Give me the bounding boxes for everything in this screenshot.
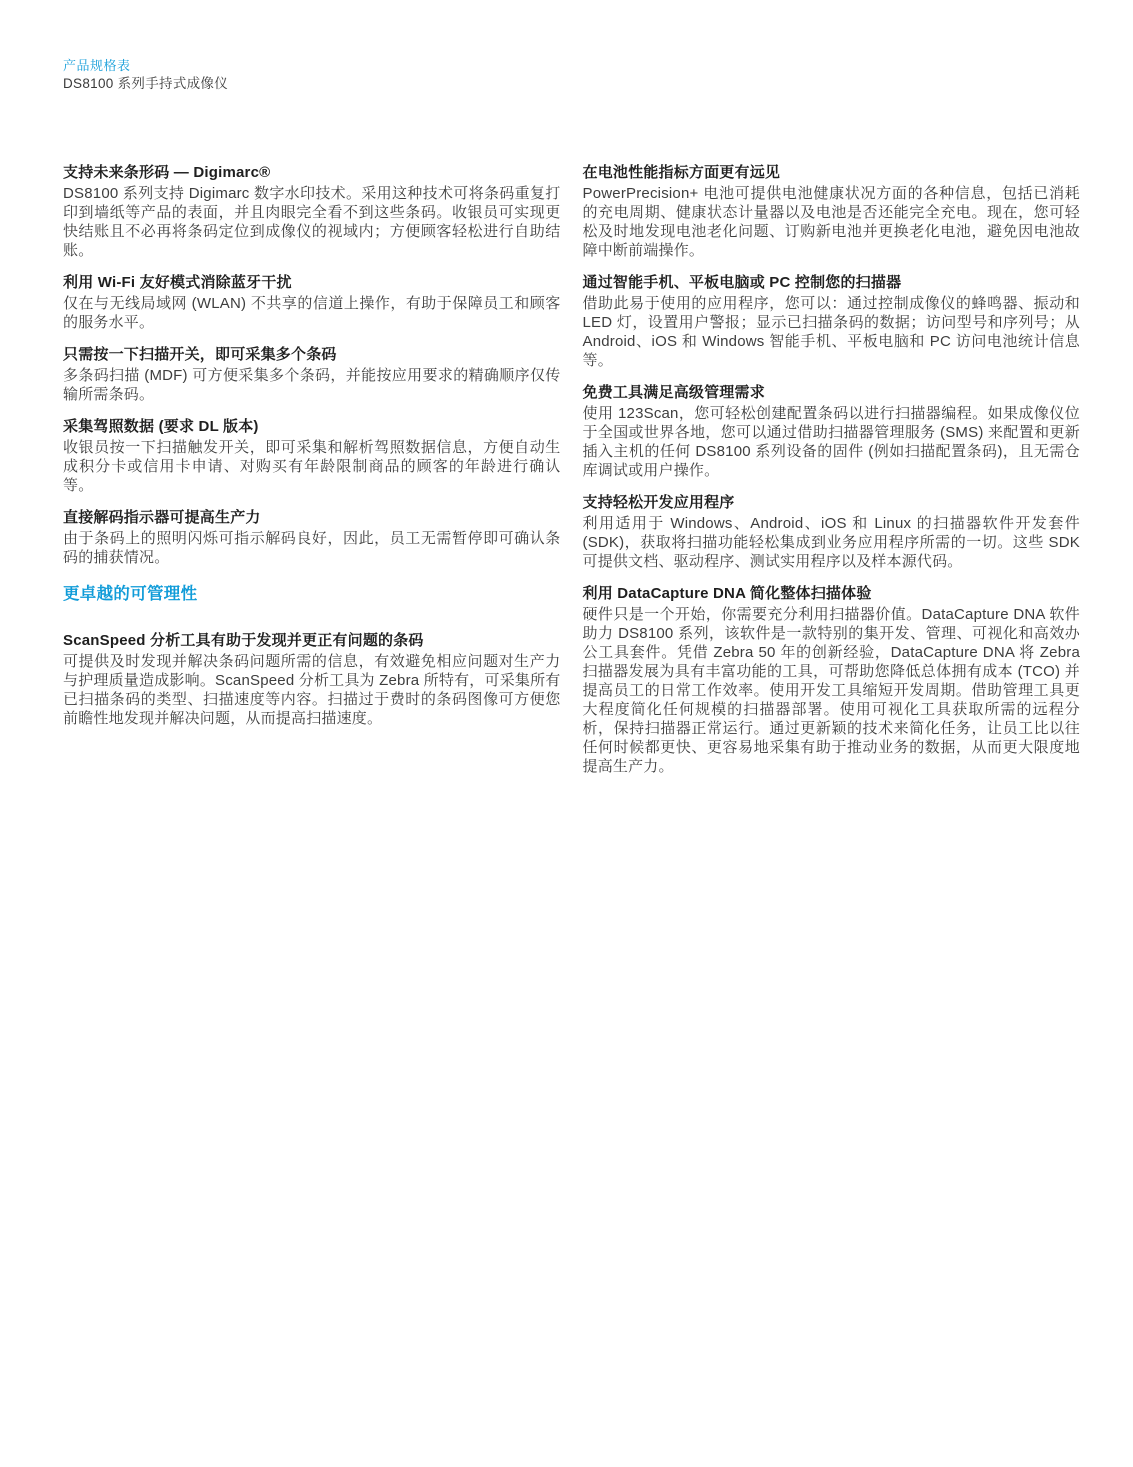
doc-type-label: 产品规格表 xyxy=(63,58,131,73)
section-body: 仅在与无线局域网 (WLAN) 不共享的信道上操作，有助于保障员工和顾客的服务水平。 xyxy=(63,295,561,331)
section-battery-metrics xyxy=(583,163,1081,260)
content-columns xyxy=(63,163,1080,789)
doc-header xyxy=(0,0,1133,92)
section-datacapture-dna xyxy=(583,584,1081,776)
section-body: 借助此易于使用的应用程序，您可以：通过控制成像仪的蜂鸣器、振动和 LED 灯，设置用户警报；显示已扫描条码的数据；访问型号和序列号；从 Android、iOS 和 Windows 智能手机、平板电脑和 PC 访问电池统计信息等。 xyxy=(582,295,1080,369)
section-scanspeed xyxy=(63,631,561,728)
section-multi-barcode xyxy=(63,345,561,404)
section-heading: 免费工具满足高级管理需求 xyxy=(582,384,765,401)
group-heading-manageability: 更卓越的可管理性 xyxy=(63,585,198,603)
section-body: 硬件只是一个开始，你需要充分利用扫描器价值。DataCapture DNA 软件助力 DS8100 系列，该软件是一款特别的集开发、管理、可视化和高效办公工具套件。凭借 Zebra 50 年的创新经验，DataCapture DNA 将 Zebra 扫描器发展为具有丰富功能的工具，可帮助您降低总体拥有成本 (TCO) 并提高员工的日常工作效率。使用开发工具缩短开发周期。借助管理工具更大程度简化任何规模的扫描器部署。使用可视化工具获取所需的远程分析，保持扫描器正常运行。通过更新颖的技术来简化任务，让员工比以往任何时候都更快、更容易地采集有助于推动业务的数据，从而更大限度地提高生产力。 xyxy=(582,606,1080,775)
section-body: 可提供及时发现并解决条码问题所需的信息，有效避免相应问题对生产力与护理质量造成影响。ScanSpeed 分析工具为 Zebra 所特有，可采集所有已扫描条码的类型、扫描速度等内容。扫描过于费时的条码图像可方便您前瞻性地发现并解决问题，从而提高扫描速度。 xyxy=(63,653,561,727)
section-heading: 在电池性能指标方面更有远见 xyxy=(582,164,781,181)
left-column xyxy=(63,163,561,789)
section-decode-indicator xyxy=(63,508,561,567)
section-body: 使用 123Scan，您可轻松创建配置条码以进行扫描器编程。如果成像仪位于全国或世界各地，您可以通过借助扫描器管理服务 (SMS) 来配置和更新插入主机的任何 DS8100 系列设备的固件 (例如扫描配置条码)，且无需仓库调试或用户操作。 xyxy=(582,405,1080,479)
section-heading: ScanSpeed 分析工具有助于发现并更正有问题的条码 xyxy=(63,632,424,649)
section-heading: 直接解码指示器可提高生产力 xyxy=(63,509,261,526)
right-column xyxy=(583,163,1081,789)
section-heading: 支持轻松开发应用程序 xyxy=(582,494,735,511)
section-heading: 支持未来条形码 — Digimarc® xyxy=(63,164,271,181)
section-heading: 利用 Wi-Fi 友好模式消除蓝牙干扰 xyxy=(63,274,292,291)
section-device-control xyxy=(583,273,1081,370)
section-digimarc xyxy=(63,163,561,260)
section-body: 多条码扫描 (MDF) 可方便采集多个条码，并能按应用要求的精确顺序仅传输所需条码。 xyxy=(63,367,561,403)
section-free-tools xyxy=(583,383,1081,480)
section-heading: 利用 DataCapture DNA 简化整体扫描体验 xyxy=(582,585,872,602)
section-body: 收银员按一下扫描触发开关，即可采集和解析驾照数据信息，方便自动生成积分卡或信用卡申请、对购买有年龄限制商品的顾客的年龄进行确认等。 xyxy=(63,439,561,494)
section-wifi-friendly xyxy=(63,273,561,332)
section-body: 利用适用于 Windows、Android、iOS 和 Linux 的扫描器软件开发套件 (SDK)，获取将扫描功能轻松集成到业务应用程序所需的一切。这些 SDK 可提供文档、驱动程序、测试实用程序以及样本源代码。 xyxy=(582,515,1080,570)
section-body: PowerPrecision+ 电池可提供电池健康状况方面的各种信息，包括已消耗的充电周期、健康状态计量器以及电池是否还能完全充电。现在，您可轻松及时地发现电池老化问题、订购新电池并更换老化电池，避免因电池故障中断前端操作。 xyxy=(582,185,1080,259)
section-body: DS8100 系列支持 Digimarc 数字水印技术。采用这种技术可将条码重复打印到墙纸等产品的表面，并且肉眼完全看不到这些条码。收银员可实现更快结账且不必再将条码定位到成像仪的视域内；方便顾客轻松进行自助结账。 xyxy=(63,185,561,259)
section-body: 由于条码上的照明闪烁可指示解码良好，因此，员工无需暂停即可确认条码的捕获情况。 xyxy=(63,530,561,566)
section-heading: 只需按一下扫描开关，即可采集多个条码 xyxy=(63,346,337,363)
section-easy-development xyxy=(583,493,1081,571)
section-heading: 通过智能手机、平板电脑或 PC 控制您的扫描器 xyxy=(582,274,902,291)
doc-title: DS8100 系列手持式成像仪 xyxy=(63,76,229,91)
section-driver-license xyxy=(63,417,561,495)
section-heading: 采集驾照数据 (要求 DL 版本) xyxy=(63,418,259,435)
